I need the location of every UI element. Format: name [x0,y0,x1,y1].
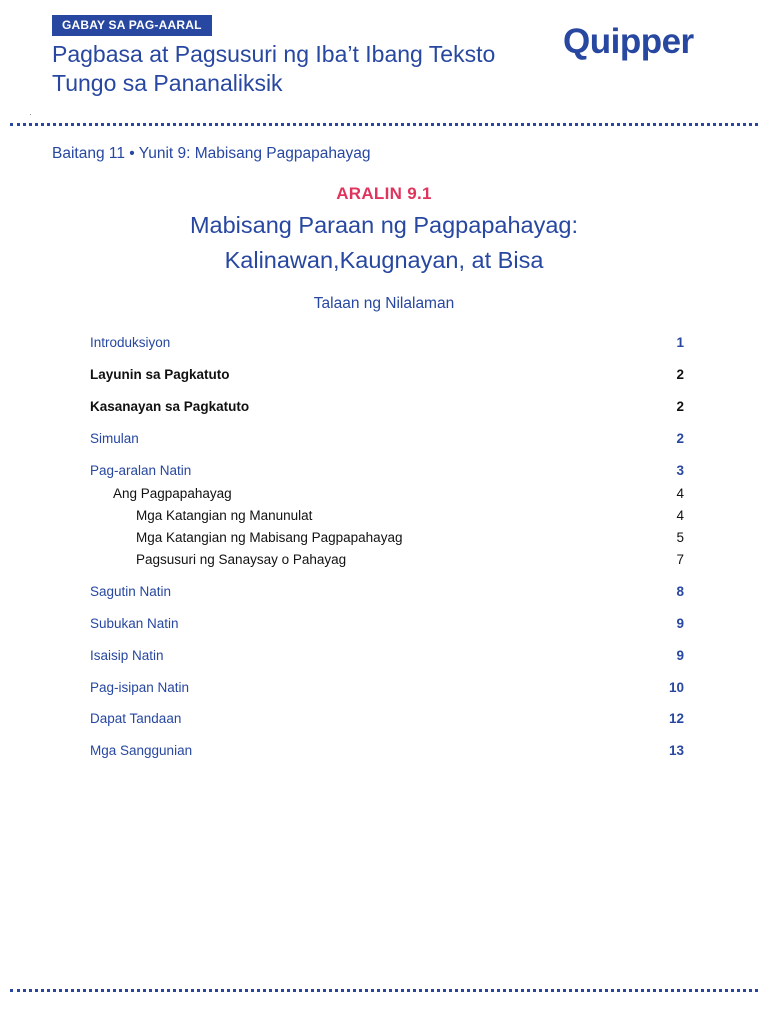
toc-item-page: 10 [668,679,684,695]
lesson-number: ARALIN 9.1 [336,184,432,203]
toc-item-sagutin-natin[interactable] [90,581,684,601]
toc-item-label: Pagsusuri ng Sanaysay o Pahayag [136,551,347,567]
toc-item-simulan[interactable] [90,428,684,448]
toc-item-label: Introduksiyon [90,334,171,350]
toc-item-layunin[interactable] [90,364,684,384]
toc-heading: Talaan ng Nilalaman [313,295,455,312]
toc-item-label: Pag-aralan Natin [90,462,192,478]
toc-item-label: Sagutin Natin [90,583,172,599]
toc-item-page: 7 [676,551,684,567]
toc-item-mga-sanggunian[interactable] [90,740,684,760]
toc-item-pag-aralan-natin[interactable] [90,460,684,480]
toc-item-isaisip-natin[interactable] [90,645,684,665]
document-title [52,40,552,98]
toc-item-page: 1 [676,334,684,350]
toc-item-page: 12 [668,710,684,726]
document-title-line-2: Tungo sa Pananaliksik [52,70,283,96]
toc-item-page: 2 [676,398,684,414]
page-speck [30,114,31,115]
toc-item-page: 5 [676,529,684,545]
toc-item-label: Mga Katangian ng Mabisang Pagpapahayag [136,529,403,545]
toc-item-page: 4 [676,507,684,523]
document-title-line-1: Pagbasa at Pagsusuri ng Iba’t Ibang Teksto [52,41,496,67]
toc-item-label: Layunin sa Pagkatuto [90,366,230,382]
toc-item-label: Mga Sanggunian [90,742,193,758]
toc-item-page: 3 [676,462,684,478]
toc-item-label: Pag-isipan Natin [90,679,190,695]
lesson-title-line-2: Kalinawan,Kaugnayan, at Bisa [224,247,544,273]
toc-item-label: Kasanayan sa Pagkatuto [90,398,250,414]
toc-item-katangian-mabisang-pagpapahayag[interactable] [90,527,684,547]
toc-item-label: Dapat Tandaan [90,710,182,726]
toc-item-katangian-manunulat[interactable] [90,505,684,525]
toc-item-ang-pagpapahayag[interactable] [90,483,684,503]
toc-item-kasanayan[interactable] [90,396,684,416]
toc-item-label: Ang Pagpapahayag [113,485,232,501]
lesson-title-line-1: Mabisang Paraan ng Pagpapahayag: [189,212,579,238]
toc-item-page: 2 [676,366,684,382]
toc-item-page: 9 [676,647,684,663]
toc-item-page: 8 [676,583,684,599]
toc-item-label: Simulan [90,430,139,446]
unit-subtitle: Baitang 11 • Yunit 9: Mabisang Pagpapahayag [52,145,371,162]
lesson-title [0,208,768,278]
toc-item-subukan-natin[interactable] [90,613,684,633]
top-divider [10,123,758,126]
toc-item-page: 13 [668,742,684,758]
toc-item-pagsusuri-sanaysay[interactable] [90,549,684,569]
toc-item-page: 9 [676,615,684,631]
guide-badge: GABAY SA PAG-AARAL [52,15,212,36]
bottom-divider [10,989,758,992]
toc-item-label: Subukan Natin [90,615,179,631]
toc-item-page: 2 [676,430,684,446]
toc-item-label: Isaisip Natin [90,647,164,663]
toc-item-introduksiyon[interactable] [90,332,684,352]
toc-item-dapat-tandaan[interactable] [90,708,684,728]
toc-item-page: 4 [676,485,684,501]
toc-item-label: Mga Katangian ng Manunulat [136,507,313,523]
quipper-logo: Quipper [563,22,694,61]
toc-item-pag-isipan-natin[interactable] [90,677,684,697]
